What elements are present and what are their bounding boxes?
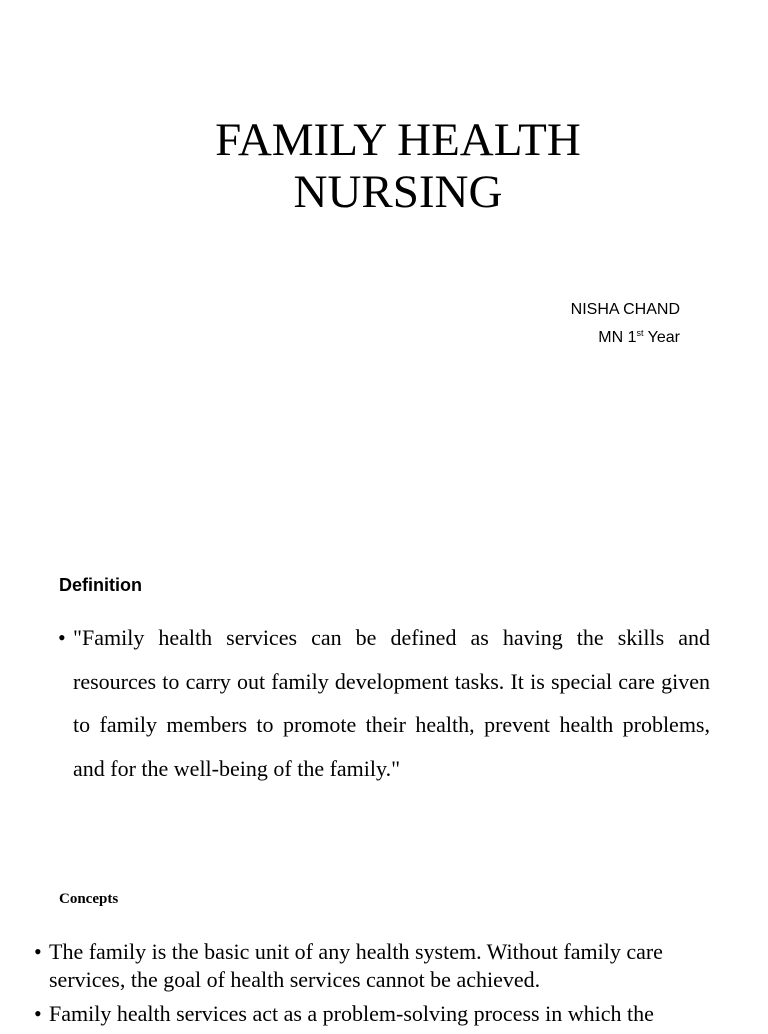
definition-paragraph <box>58 616 710 790</box>
concepts-list <box>34 938 734 1034</box>
title-line-2: NURSING <box>293 166 503 218</box>
author-block <box>571 296 680 352</box>
definition-heading: Definition <box>59 575 142 595</box>
author-year-prefix: MN 1 <box>598 329 637 346</box>
author-year-superscript: st <box>636 328 644 338</box>
author-year-suffix: Year <box>643 329 680 346</box>
title-line-1: FAMILY HEALTH <box>215 114 581 166</box>
definition-text: "Family health services can be defined as having the skills and resources to carry out family development tasks. It is special care given to family members to promote their health, prevent health problems, and for the well-being of the family." <box>73 625 710 781</box>
list-item <box>34 938 734 994</box>
concept-text: The family is the basic unit of any health system. Without family care services, the goal of health services cannot be achieved. <box>49 939 663 992</box>
definition-bullet-icon: • <box>58 625 66 650</box>
bullet-icon: • <box>34 939 42 964</box>
concepts-heading: Concepts <box>59 891 119 907</box>
author-name: NISHA CHAND <box>570 301 680 318</box>
bullet-icon: • <box>34 1001 42 1026</box>
author-year <box>571 324 680 352</box>
document-title <box>0 114 768 218</box>
concept-text: Family health services act as a problem-solving process in which the <box>49 1001 654 1026</box>
